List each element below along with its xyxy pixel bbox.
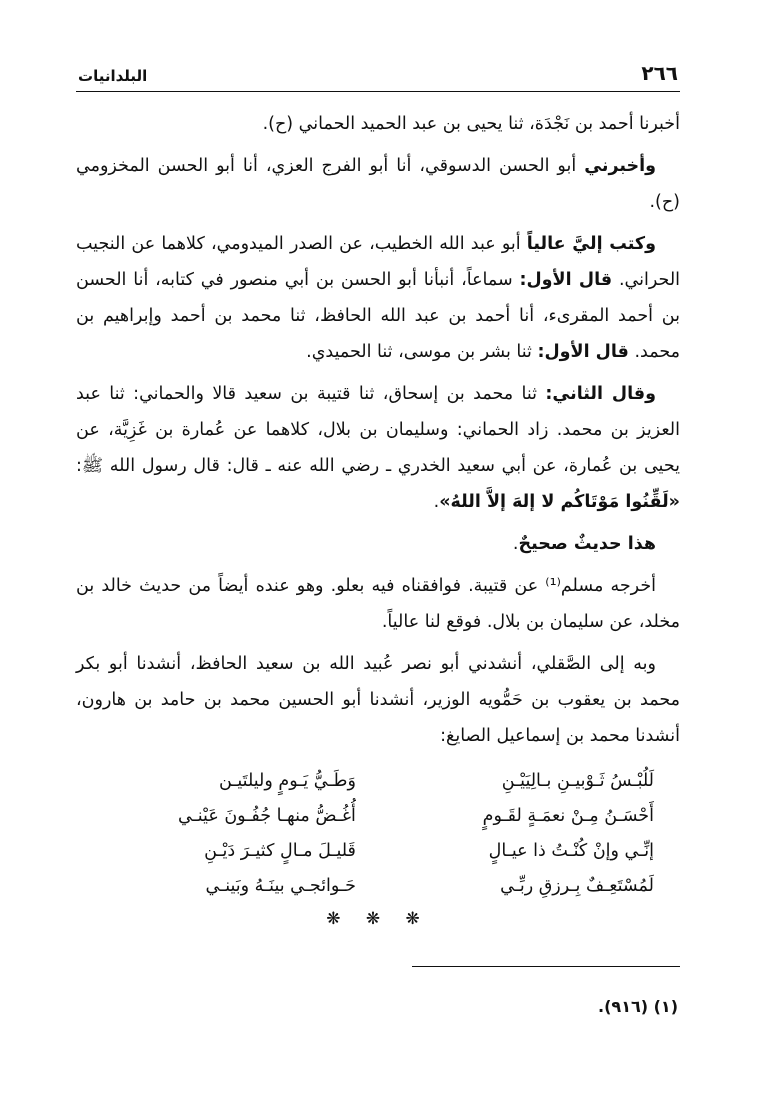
- paragraph-7: [76, 646, 680, 754]
- paragraph-text: .: [433, 492, 440, 512]
- paragraph-text: ثنا بشر بن موسى، ثنا الحميدي.: [306, 342, 538, 362]
- paragraph-5: [76, 526, 680, 562]
- running-title: البلدانيات: [78, 67, 148, 85]
- paragraph-4: [76, 376, 680, 520]
- hemistich-first: لَلُبْـسُ ثَـوْبيـنِ بـالِيَيْـنِ: [501, 771, 654, 791]
- grading-statement: هذا حديثٌ صحيحٌ: [518, 534, 656, 554]
- paragraph-lead: قال الأول:: [519, 270, 613, 290]
- paragraph-text: وبه إلى الصَّقلي، أنشدني أبو نصر عُبيد الله بن سعيد الحافظ، أنشدنا أبو بكر محمد بن يعقوب بن حَمُّويه الوزير، أنشدنا أبو الحسين محمد بن حامد بن هارون، أنشدنا محمد بن إسماعيل الصايغ:: [76, 654, 680, 746]
- hemistich-second: وَطَـيُّ يَـومٍ وليلتَيـن: [218, 771, 356, 791]
- footnote: (١) (٩١٦).: [598, 997, 678, 1016]
- hemistich-second: حَـوائجـي بينَـهُ وبَينـي: [205, 876, 356, 896]
- paragraph-text: أبو عبد الله الخطيب، عن الصدر الميدومي، كلاهما عن النجيب الحراني.: [76, 234, 681, 290]
- poem-verse: [102, 834, 654, 869]
- paragraph-text: أخرجه مسلم⁽¹⁾ عن قتيبة. فوافقناه فيه بعلو. وهو عنده أيضاً من حديث خالد بن مخلد، عن سليمان بن بلال. فوقع لنا عالياً.: [76, 576, 680, 632]
- hemistich-second: قَليـلَ مـالٍ كثيـرَ دَيْـنِ: [204, 841, 356, 861]
- page-body: [76, 106, 680, 932]
- section-separator: ❋ ❋ ❋: [326, 909, 430, 929]
- paragraph-text: أخبرنا أحمد بن نَجْدَة، ثنا يحيى بن عبد الحميد الحماني (ح).: [262, 114, 680, 134]
- page-header: [76, 58, 680, 92]
- paragraph-3: [76, 226, 680, 370]
- paragraph-lead: قال الأول:: [537, 342, 629, 362]
- hemistich-first: أَحْسَـنُ مِـنْ نعمَـةٍ لقَـومٍ: [482, 806, 654, 826]
- poem-verse: [102, 869, 654, 904]
- footnote-rule: [412, 966, 680, 967]
- paragraph-text: .: [512, 534, 519, 554]
- hemistich-first: إنِّـي وإنْ كُنْـتُ ذا عيـالٍ: [488, 841, 654, 861]
- poem-verse: [102, 764, 654, 799]
- paragraph-2: [76, 148, 680, 220]
- paragraph-text: ثنا محمد بن إسحاق، ثنا قتيبة بن سعيد قالا والحماني: ثنا عبد العزيز بن محمد. زاد الحماني: وسليمان بن بلال، كلاهما عن عُمارة بن غَزِيَّة، عن يحيى بن عُمارة، عن أبي سعيد الخدري ـ رضي الله عنه ـ قال: قال رسول الله ﷺ:: [76, 384, 680, 476]
- page-number: ٢٦٦: [641, 61, 678, 85]
- paragraph-1: [76, 106, 680, 142]
- poem-verse: [102, 799, 654, 834]
- poem: [102, 764, 654, 904]
- paragraph-text: سماعاً، أنبأنا أبو الحسن بن أبي منصور في كتابه، أنا الحسن بن أحمد المقرىء، أنا أحمد بن عبد الله الحافظ، ثنا محمد بن أحمد وإبراهيم بن محمد.: [76, 270, 680, 362]
- hemistich-first: لَمُسْتَعِـفٌ بِـرزقِ ربِّـي: [500, 876, 654, 896]
- hadith-quote: «لَقِّنُوا مَوْتَاكُم لا إلهَ إلاَّ اللهُ»: [439, 492, 680, 512]
- paragraph-text: أبو الحسن الدسوقي، أنا أبو الفرج العزي، أنا أبو الحسن المخزومي (ح).: [76, 156, 680, 212]
- paragraph-6: [76, 568, 680, 640]
- paragraph-lead: وأخبرني: [584, 156, 656, 176]
- paragraph-lead: وكتب إليَّ عالياً: [526, 234, 656, 254]
- paragraph-lead: وقال الثاني:: [545, 384, 656, 404]
- document-page: [76, 58, 680, 932]
- hemistich-second: أُغُـضُّ منهـا جُفُـونَ عَيْنـي: [178, 806, 356, 826]
